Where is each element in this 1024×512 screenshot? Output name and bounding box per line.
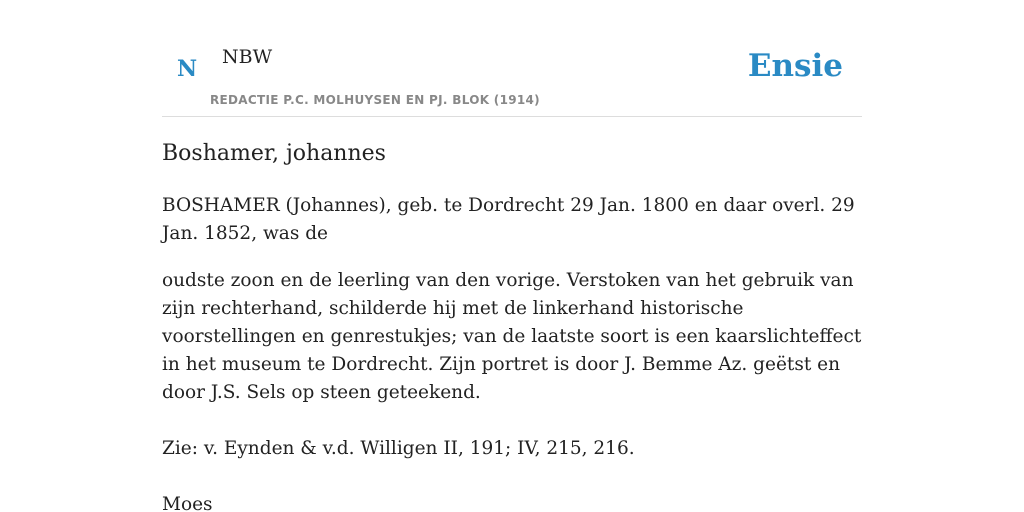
- article-paragraph: BOSHAMER (Johannes), geb. te Dordrecht 29 Jan. 1800 en daar overl. 29 Jan. 1852, was de: [162, 195, 855, 244]
- article-content: [162, 138, 862, 512]
- article-title: Boshamer, johannes: [162, 141, 386, 166]
- source-title[interactable]: NBW: [222, 46, 273, 68]
- source-logo-icon[interactable]: N: [177, 56, 198, 82]
- brand-logo-link[interactable]: Ensie: [747, 48, 843, 84]
- page-header: [162, 0, 862, 117]
- article-author: Moes: [162, 494, 213, 512]
- source-subtitle: REDACTIE P.C. MOLHUYSEN EN PJ. BLOK (1914): [210, 93, 540, 107]
- article-reference: Zie: v. Eynden & v.d. Willigen II, 191; IV, 215, 216.: [162, 438, 635, 459]
- article-paragraph: oudste zoon en de leerling van den vorige. Verstoken van het gebruik van zijn rechterhand, schilderde hij met de linkerhand historische voorstellingen en genrestukjes; van de laatste soort is een kaarslichteffect in het museum te Dordrecht. Zijn portret is door J. Bemme Az. geëtst en door J.S. Sels op steen geteekend.: [162, 270, 862, 403]
